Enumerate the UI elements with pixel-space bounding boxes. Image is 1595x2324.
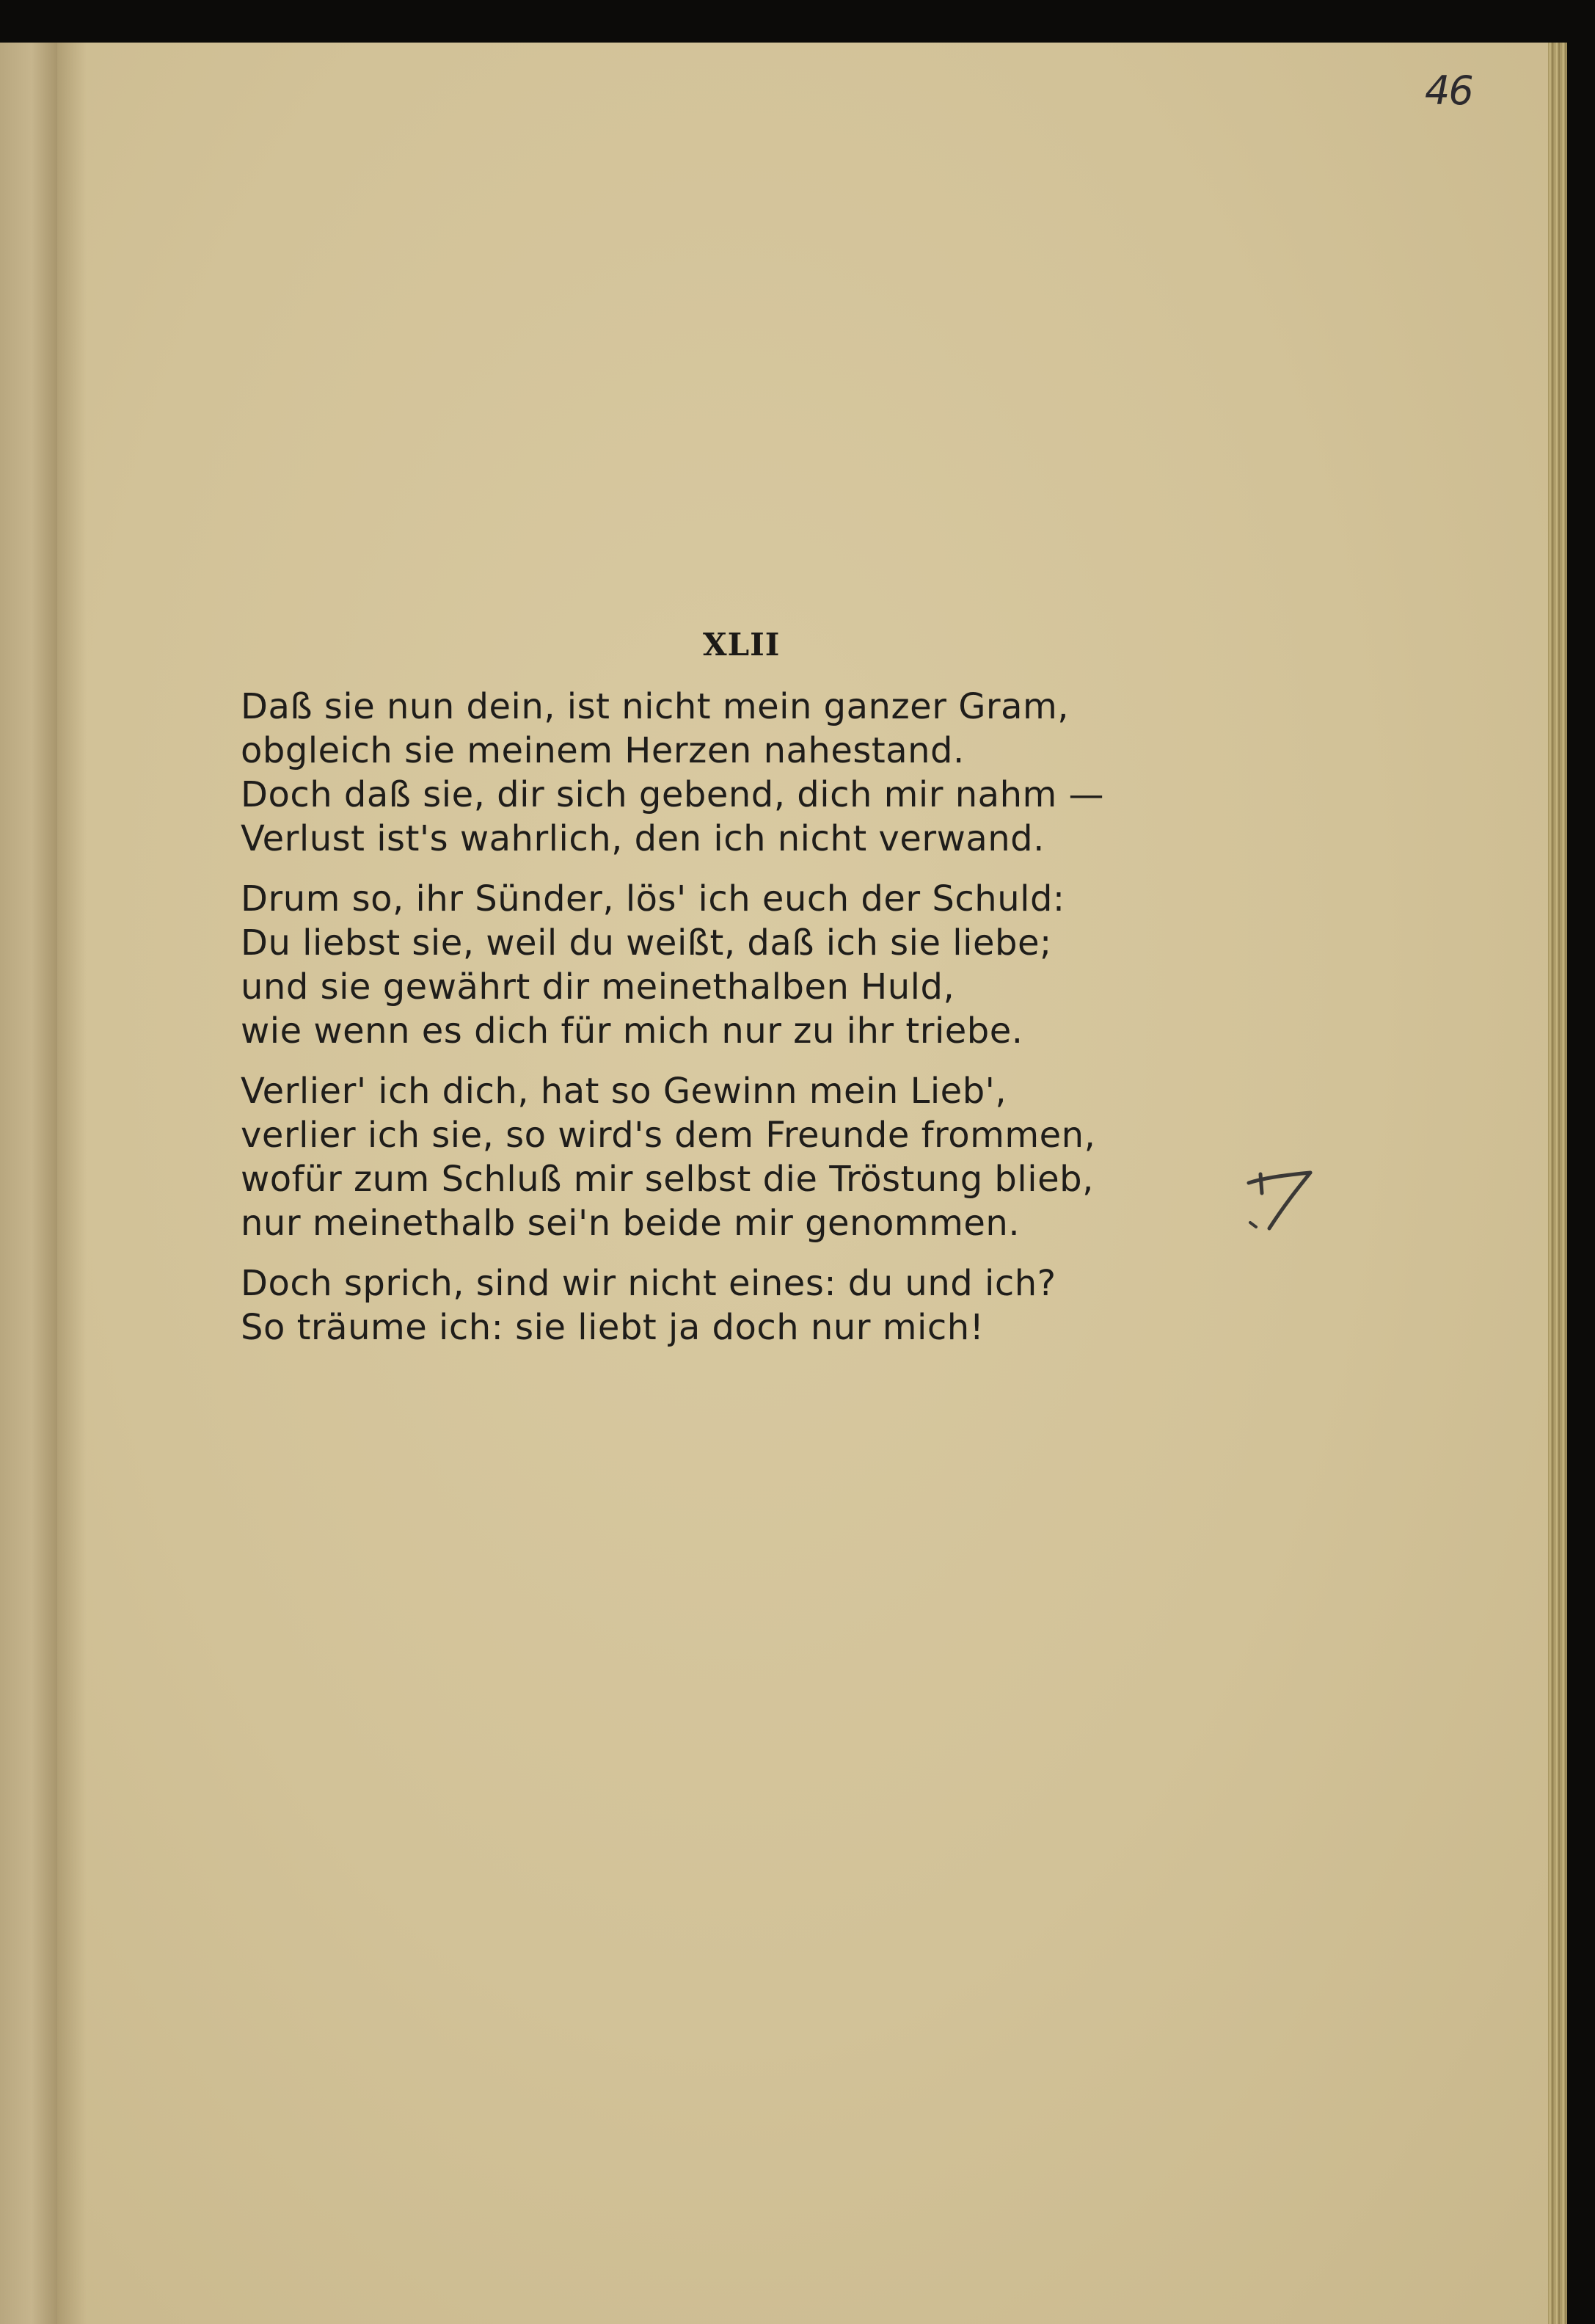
page-number: 46 (1425, 68, 1472, 114)
poem-line: verlier ich sie, so wird's dem Freunde frommen, (241, 1115, 1096, 1156)
poem-line: nur meinethalb sei'n beide mir genommen. (241, 1203, 1021, 1244)
poem-line: wofür zum Schluß mir selbst die Tröstung blieb, (241, 1159, 1094, 1200)
poem-line: So träume ich: sie liebt ja doch nur mich! (241, 1307, 985, 1348)
poem-line: Daß sie nun dein, ist nicht mein ganzer Gram, (241, 686, 1070, 727)
page-edges (1548, 43, 1567, 2324)
poem-line: Verlier' ich dich, hat so Gewinn mein Lieb', (241, 1071, 1007, 1112)
gutter-shadow (57, 43, 87, 2324)
poem-line: Drum so, ihr Sünder, lös' ich euch der Schuld: (241, 878, 1065, 919)
poem-body (241, 685, 1253, 1366)
poem-title: XLII (703, 627, 781, 663)
poem-line: obgleich sie meinem Herzen nahestand. (241, 730, 965, 771)
poem-line: und sie gewährt dir meinethalben Huld, (241, 966, 955, 1008)
stanza-2 (241, 877, 1253, 1053)
poem-line: Doch daß sie, dir sich gebend, dich mir nahm — (241, 774, 1105, 815)
stanza-4 (241, 1261, 1253, 1349)
stanza-3 (241, 1069, 1253, 1245)
book-cover-edge (0, 43, 57, 2324)
poem-line: Du liebst sie, weil du weißt, daß ich sie liebe; (241, 922, 1052, 964)
poem-line: Doch sprich, sind wir nicht eines: du und ich? (241, 1263, 1056, 1304)
stanza-1 (241, 685, 1253, 861)
pencil-margin-mark-icon (1240, 1158, 1321, 1239)
poem-line: wie wenn es dich für mich nur zu ihr triebe. (241, 1010, 1023, 1052)
poem-line: Verlust ist's wahrlich, den ich nicht verwand. (241, 818, 1045, 859)
